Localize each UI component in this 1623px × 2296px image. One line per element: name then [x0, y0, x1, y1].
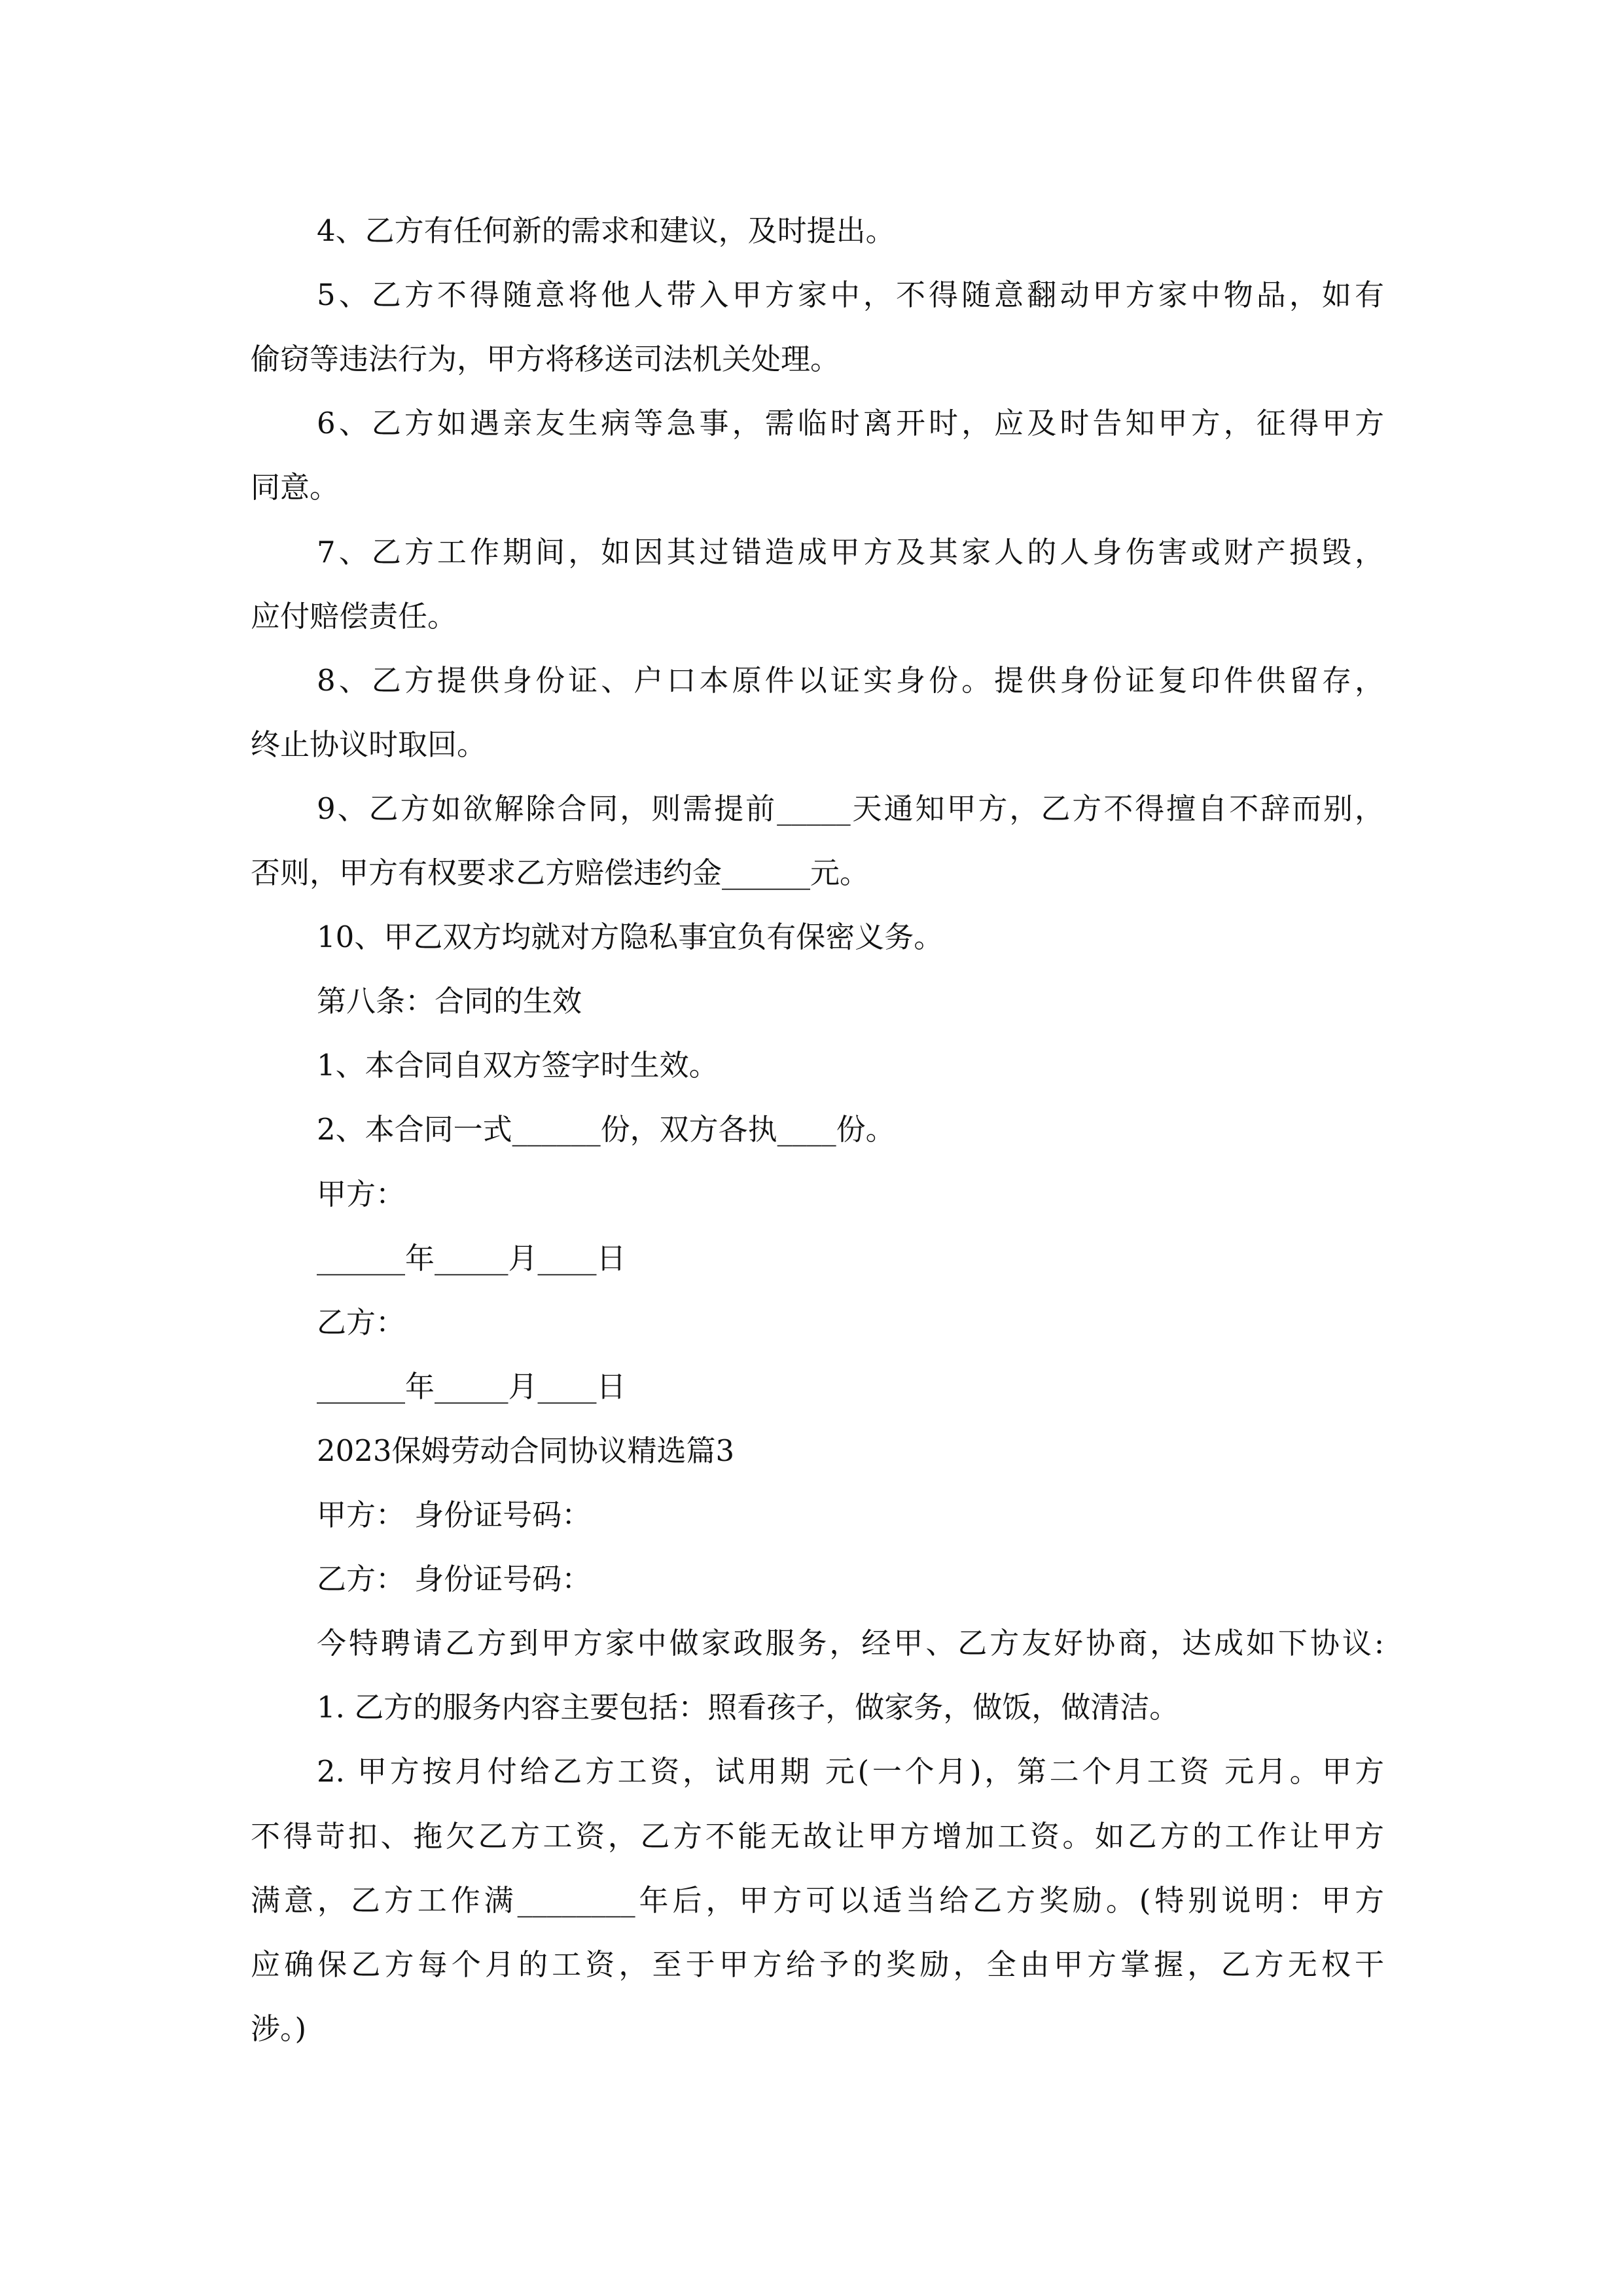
text-line: 5、乙方不得随意将他人带入甲方家中，不得随意翻动甲方家中物品，如有 [317, 278, 1384, 313]
text-line: 同意。 [251, 470, 340, 505]
text-line: 6、乙方如遇亲友生病等急事，需临时离开时，应及时告知甲方，征得甲方 [317, 406, 1384, 441]
text-line: 不得苛扣、拖欠乙方工资，乙方不能无故让甲方增加工资。如乙方的工作让甲方 [251, 1818, 1384, 1854]
text-line: 今特聘请乙方到甲方家中做家政服务，经甲、乙方友好协商，达成如下协议: [317, 1626, 1384, 1661]
text-line: 1. 乙方的服务内容主要包括：照看孩子，做家务，做饭，做清洁。 [317, 1690, 1179, 1725]
text-line: 2、本合同一式______份，双方各执____份。 [317, 1112, 895, 1147]
text-line: 9、乙方如欲解除合同，则需提前_____天通知甲方，乙方不得擅自不辞而别， [317, 791, 1384, 826]
text-line: 第八条：合同的生效 [317, 984, 582, 1019]
text-line: 甲方： 身份证号码： [317, 1498, 592, 1532]
text-line: ______年_____月____日 [317, 1240, 626, 1276]
text-line: 涉。) [251, 2011, 307, 2046]
text-line: 乙方： [317, 1304, 406, 1340]
text-line: 7、乙方工作期间，如因其过错造成甲方及其家人的人身伤害或财产损毁， [317, 534, 1384, 569]
text-line: 乙方： 身份证号码： [317, 1562, 592, 1597]
text-line: 应付赔偿责任。 [251, 598, 457, 634]
text-line: 满意，乙方工作满________年后，甲方可以适当给乙方奖励。(特别说明：甲方 [251, 1882, 1384, 1918]
text-line: 应确保乙方每个月的工资，至于甲方给予的奖励，全由甲方掌握，乙方无权干 [251, 1946, 1384, 1982]
text-line: 否则，甲方有权要求乙方赔偿违约金______元。 [251, 855, 870, 890]
text-line: 终止协议时取回。 [251, 726, 487, 762]
text-line: 10、甲乙双方均就对方隐私事宜负有保密义务。 [317, 920, 944, 955]
text-line: 4、乙方有任何新的需求和建议，及时提出。 [317, 213, 895, 248]
text-line: 8、乙方提供身份证、户口本原件以证实身份。提供身份证复印件供留存， [317, 662, 1384, 698]
text-line: 偷窃等违法行为，甲方将移送司法机关处理。 [251, 342, 840, 377]
text-line: ______年_____月____日 [317, 1369, 626, 1404]
text-line: 1、本合同自双方签字时生效。 [317, 1048, 719, 1083]
text-line: 甲方： [317, 1176, 406, 1211]
text-line: 2. 甲方按月付给乙方工资，试用期 元(一个月)，第二个月工资 元月。甲方 [317, 1754, 1384, 1789]
text-line: 2023保姆劳动合同协议精选篇3 [317, 1433, 735, 1468]
